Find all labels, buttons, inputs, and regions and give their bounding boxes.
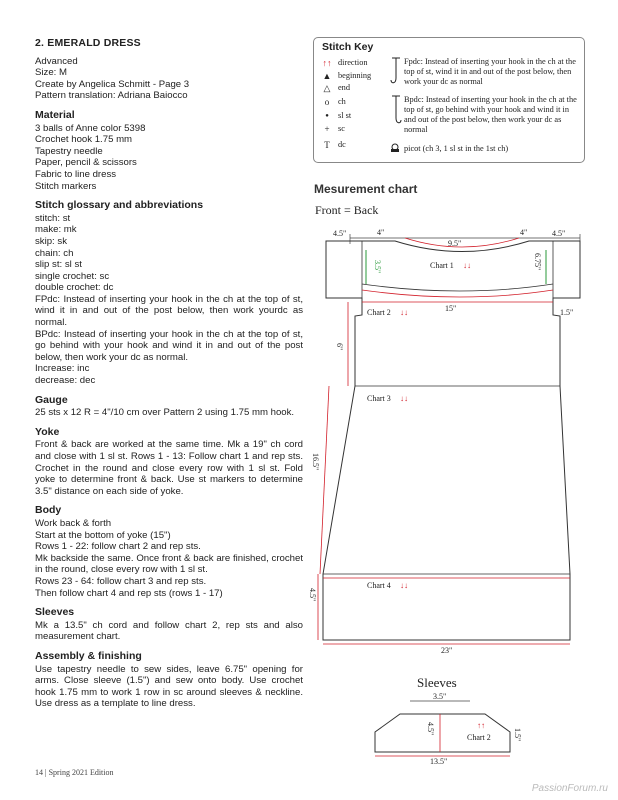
- beginning-triangle-icon: ▲: [322, 71, 332, 81]
- pattern-translation: Pattern translation: Adriana Baiocco: [35, 90, 188, 102]
- armhole-label: 6.75": [533, 253, 542, 271]
- glossary-item: stitch: st: [35, 212, 71, 224]
- shoulder-left-label: 4.5": [333, 229, 347, 238]
- chart-4-label: Chart 4: [367, 581, 391, 590]
- yoke-heading: Yoke: [35, 425, 60, 438]
- yoke-bottom-line: [362, 284, 553, 291]
- neck-left-label: 4": [377, 228, 385, 237]
- direction-arrows-icon: ↑↑: [322, 58, 332, 68]
- stitch-key-item-direction: [320, 58, 368, 68]
- underarm-label: 1.5": [560, 308, 574, 317]
- material-item: Tapestry needle: [35, 145, 103, 157]
- chart-2-label: Chart 2: [367, 308, 391, 317]
- glossary-fpdc: FPdc: Instead of inserting your hook in the ch at the top of st, wind it in and out of the post below, then work yourdc as normal.: [35, 293, 303, 329]
- stitch-key-bpdc: Bpdc: Instead of inserting your hook in the ch at the top of st, go behind with your hook and wind it in and out of the post below, then work your dc as normal: [404, 95, 577, 134]
- neckline-marker: [405, 238, 519, 247]
- double-crochet-t-icon: T: [324, 140, 330, 150]
- pattern-creator: Create by Angelica Schmitt - Page 3: [35, 78, 190, 90]
- neck-width-label: 9.5": [448, 239, 462, 248]
- neck-right-label: 4": [520, 228, 528, 237]
- stitch-key-title: Stitch Key: [322, 41, 374, 53]
- chain-oval-icon: o: [324, 97, 330, 107]
- glossary-decrease: decrease: dec: [35, 375, 96, 387]
- pattern-title: 2. EMERALD DRESS: [35, 37, 141, 49]
- material-heading: Material: [35, 108, 75, 121]
- glossary-item: single crochet: sc: [35, 270, 110, 282]
- stitch-key-item-beginning: [320, 71, 371, 81]
- yoke-text: Front & back are worked at the same time. Mk a 19" ch cord and close with 1 sl st. Rows 1 - 13: Follow chart 1 and rep sts. Crochet in the round and close every row with 1 sl st. Fold yoke to determine front & back. Use st markers to determine 3.5" distance on each side of yoke.: [35, 439, 303, 497]
- gauge-heading: Gauge: [35, 393, 68, 406]
- material-item: Stitch markers: [35, 180, 97, 192]
- glossary-bpdc: BPdc: Instead of inserting your hook in the ch at the top of st, go behind with your hook and wind it in and out of the post below, then work your dc as normal.: [35, 328, 303, 363]
- body-mk: Mk backside the same. Once front & back are finished, crochet in the round, close every row with 1 sl st.: [35, 552, 303, 576]
- front-back-label: Front = Back: [315, 203, 379, 217]
- stitch-key-item-ch: [320, 97, 346, 107]
- measurement-diagram: [305, 198, 605, 658]
- chart-4-arrows-icon: ↓↓: [400, 581, 408, 590]
- stitch-key-label: end: [338, 83, 350, 92]
- glossary-item: skip: sk: [35, 235, 67, 247]
- glossary-increase: Increase: inc: [35, 363, 90, 375]
- stitch-key-label: direction: [338, 58, 368, 67]
- upper-body-label: 6": [335, 343, 344, 351]
- fpdc-symbol-icon: [389, 56, 403, 88]
- material-list: [35, 123, 303, 193]
- dress-outline: [323, 241, 580, 640]
- bust-label: 15": [445, 304, 457, 313]
- shoulder-right-label: 4.5": [552, 229, 566, 238]
- glossary-item: slip st: sl st: [35, 259, 82, 271]
- yoke-height-label: 3.5": [373, 260, 382, 274]
- stitch-key-item-slst: [320, 111, 351, 121]
- pattern-level: Advanced: [35, 55, 78, 67]
- material-item: Paper, pencil & scissors: [35, 157, 137, 169]
- stitch-key-item-end: [320, 83, 350, 93]
- glossary-heading: Stitch glossary and abbreviations: [35, 199, 204, 212]
- sleeve-height-label: 4.5": [426, 722, 435, 736]
- sleeve-arrows-icon: ↑↑: [477, 721, 485, 730]
- hem-width-label: 23": [441, 646, 453, 655]
- end-triangle-icon: △: [323, 83, 331, 93]
- chart-2-arrows-icon: ↓↓: [400, 308, 408, 317]
- sleeve-bottom-label: 13.5": [430, 757, 448, 765]
- glossary-item: make: mk: [35, 224, 77, 236]
- glossary-item: double crochet: dc: [35, 282, 114, 294]
- glossary-item: chain: ch: [35, 247, 74, 259]
- assembly-heading: Assembly & finishing: [35, 649, 142, 662]
- glossary-list: [35, 213, 303, 387]
- stitch-key-label: sl st: [338, 111, 352, 120]
- body-line: Work back & forth: [35, 517, 112, 529]
- skirt-length-label: 16.5": [311, 453, 320, 471]
- picot-symbol-icon: [389, 143, 401, 153]
- pattern-size: Size: M: [35, 67, 67, 79]
- sleeves-heading: Sleeves: [35, 606, 75, 619]
- stitch-key-picot: picot (ch 3, 1 sl st in the 1st ch): [404, 144, 509, 153]
- body-heading: Body: [35, 504, 62, 517]
- slip-stitch-dot-icon: ●: [325, 113, 329, 119]
- material-item: 3 balls of Anne color 5398: [35, 122, 146, 134]
- material-item: Fabric to line dress: [35, 168, 117, 180]
- body-line: Then follow chart 4 and rep sts (rows 1 - 17): [35, 587, 223, 599]
- stitch-key-fpdc: Fpdc: Instead of inserting your hook in the ch at the top of st, wind it in and out of the post below, then work your dc as normal: [404, 57, 576, 86]
- chart-3-label: Chart 3: [367, 394, 391, 403]
- stitch-key-label: sc: [338, 124, 345, 133]
- measurement-chart-title: Mesurement chart: [314, 182, 418, 196]
- gauge-text: 25 sts x 12 R = 4"/10 cm over Pattern 2 using 1.75 mm hook.: [35, 407, 295, 419]
- single-crochet-plus-icon: +: [324, 124, 330, 134]
- stitch-key-box: [313, 37, 585, 163]
- pattern-text-column: [35, 38, 303, 710]
- chart-3-arrows-icon: ↓↓: [400, 394, 408, 403]
- stitch-key-label: beginning: [338, 71, 372, 80]
- hem-band-label: 4.5": [308, 588, 317, 602]
- chart-1-label: Chart 1: [430, 261, 454, 270]
- sleeves-diagram: [365, 670, 535, 765]
- assembly-text: Use tapestry needle to sew sides, leave 6.75" opening for arms. Close sleeve (1.5") and sew onto body. Use crochet hook 1.75 mm to work 1 row in sc around sleeves & neckline. Use dress as a template to line dress.: [35, 663, 303, 710]
- stitch-key-item-dc: [320, 140, 346, 150]
- sleeves-title: Sleeves: [417, 675, 457, 690]
- sleeve-chart-label: Chart 2: [467, 733, 491, 742]
- body-line: Rows 23 - 64: follow chart 3 and rep sts.: [35, 575, 207, 587]
- body-line: Start at the bottom of yoke (15"): [35, 529, 171, 541]
- sleeve-top-label: 3.5": [433, 692, 447, 701]
- page-footer: 14 | Spring 2021 Edition: [35, 768, 114, 777]
- stitch-key-item-sc: [320, 124, 345, 134]
- body-line: Rows 1 - 22: follow chart 2 and rep sts.: [35, 541, 201, 553]
- stitch-key-label: dc: [338, 140, 346, 149]
- sleeve-side-label: 1.5": [513, 728, 522, 742]
- bpdc-symbol-icon: [389, 94, 403, 128]
- watermark: PassionForum.ru: [531, 783, 608, 794]
- sleeves-text: Mk a 13.5" ch cord and follow chart 2, rep sts and also measurement chart.: [35, 619, 303, 643]
- stitch-key-label: ch: [338, 97, 346, 106]
- material-item: Crochet hook 1.75 mm: [35, 134, 133, 146]
- chart-1-arrows-icon: ↓↓: [463, 261, 471, 270]
